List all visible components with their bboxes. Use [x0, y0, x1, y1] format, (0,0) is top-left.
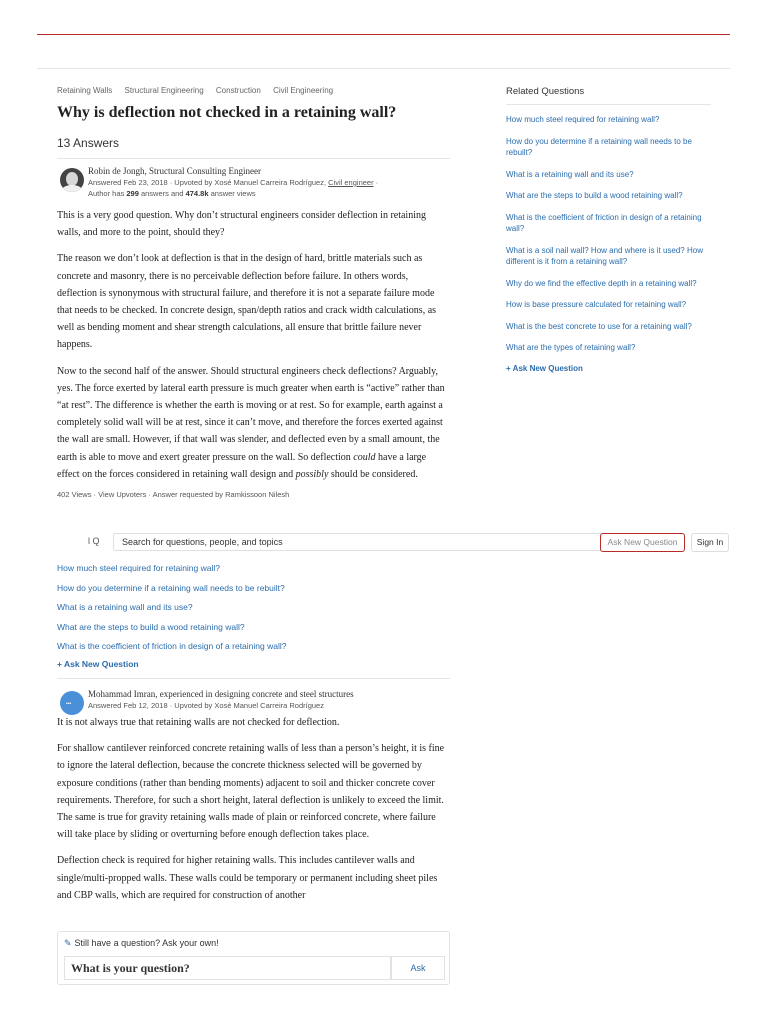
related-question-link[interactable]: How much steel required for retaining wall?	[57, 563, 220, 573]
plus-icon: +	[57, 658, 62, 669]
plus-icon: +	[506, 363, 511, 373]
answer-divider	[57, 678, 450, 679]
ask-question-box	[57, 931, 450, 985]
related-question-link[interactable]: What is a retaining wall and its use?	[57, 602, 193, 612]
ask-box-label	[64, 938, 219, 949]
author-view-count: 474.8k	[185, 189, 209, 198]
ask-new-question-label: Ask New Question	[512, 363, 583, 373]
avatar[interactable]	[60, 168, 84, 192]
ask-new-question-link[interactable]	[57, 659, 457, 669]
answer-emphasis: could	[353, 451, 376, 463]
header-divider	[37, 68, 730, 69]
ask-question-button[interactable]: Ask New Question	[600, 533, 685, 552]
topic-tag[interactable]: Civil Engineering	[273, 86, 334, 95]
answer-paragraph: For shallow cantilever reinforced concrete retaining walls of less than a person’s height, it is fine to ignore the lateral deflection, because the concrete thickness selected will be governed by exposure conditions (rather than bending moments) adjacent to soil and thicker concrete cover requirements. Therefore, for such a short height, lateral deflection is unlikely to exceed the limit. The same is true for gravity retaining walls made of plain or reinforced concrete, where failure will take place by sliding or overturning before enough deflection takes place.	[57, 743, 445, 841]
answers-count: 13 Answers	[57, 136, 450, 159]
answer-meta-separator: ·	[373, 178, 379, 187]
topic-tag[interactable]: Structural Engineering	[124, 86, 204, 95]
author-answer-count: 299	[126, 189, 139, 198]
related-question-link[interactable]: How do you determine if a retaining wall needs to be rebuilt?	[506, 136, 692, 157]
answer-paragraph	[57, 363, 450, 483]
answer-paragraph: This is a very good question. Why don’t structural engineers consider deflection in retaining walls, and more to the point, should they?	[57, 210, 426, 239]
answer-2	[57, 688, 450, 913]
ask-box-label-text: Still have a question? Ask your own!	[74, 938, 219, 948]
answer-body	[57, 207, 450, 483]
sign-in-button[interactable]: Sign In	[691, 533, 729, 552]
answer-emphasis: possibly	[295, 468, 329, 480]
author-name[interactable]: Mohammad Imran, experienced in designing concrete and steel structures	[88, 689, 354, 699]
question-title: Why is deflection not checked in a retaining wall?	[57, 104, 397, 121]
related-question-link[interactable]: What is a soil nail wall? How and where is it used? How different is it from a retaining wall?	[506, 245, 703, 266]
author-stats-prefix: Author has	[88, 189, 127, 198]
related-question-link[interactable]: What are the steps to build a wood retaining wall?	[506, 191, 683, 200]
answer-author-header	[57, 165, 450, 207]
answer-text: Now to the second half of the answer. Should structural engineers check deflections? Arguably, yes. The force exerted by lateral earth pressure is much greater when earth is “active” rather than “at rest”. The difference is whether the earth is moving or at rest. So for example, earth against a completely solid wall will be at rest, since it can’t move, and therefore the forces exerted against the wall are small. However, if that wall was slender, and deflected even by a small amount, the earth is able to move and exert greater pressure on the wall. So deflection	[57, 365, 445, 463]
author-name[interactable]: Robin de Jongh, Structural Consulting Engineer	[88, 166, 261, 176]
answer-meta: Answered Feb 12, 2018 · Upvoted by Xosé Manuel Carreira Rodríguez	[88, 701, 324, 710]
answer-paragraph: It is not always true that retaining walls are not checked for deflection.	[57, 717, 340, 728]
pencil-icon: ✎	[64, 938, 72, 948]
answer-paragraph: Deflection check is required for higher retaining walls. This includes cantilever walls and single/multi-propped walls. These walls could be temporary or permanent including sheet piles and CBP walls, which are required for construction of another	[57, 855, 438, 901]
top-accent-line	[37, 34, 730, 35]
answer-text: should be considered.	[328, 468, 418, 480]
related-question-link[interactable]: How much steel required for retaining wall?	[506, 115, 660, 124]
topic-tag[interactable]: Construction	[215, 86, 261, 95]
related-question-link[interactable]: What are the steps to build a wood retaining wall?	[57, 621, 245, 632]
search-input[interactable]	[113, 533, 683, 551]
floating-navbar	[88, 533, 733, 552]
related-questions-sidebar	[506, 86, 711, 373]
topic-tag[interactable]: Retaining Walls	[57, 86, 113, 95]
answer-paragraph: The reason we don’t look at deflection is that in the design of hard, brittle materials such as concrete and masonry, there is no perceivable deflection before failure. In others words, deflection is synonymous with structural failure, and therefore it is not a separate failure mode that needs to be checked. In concrete design, span/depth ratios and crack width calculations, as well as bending moment and shear strength calculations, all ensure that brittle failure never happens.	[57, 253, 437, 351]
answer-stats[interactable]: 402 Views · View Upvoters · Answer requested by Ramkissoon Nilesh	[57, 490, 290, 500]
author-stats	[88, 188, 450, 199]
topic-list	[57, 86, 450, 95]
ask-new-question-link[interactable]	[506, 364, 711, 373]
main-content	[57, 86, 450, 499]
sidebar-title: Related Questions	[506, 86, 711, 105]
author-stats-mid: answers and	[138, 189, 186, 198]
related-question-link[interactable]: Why do we find the effective depth in a retaining wall?	[506, 278, 697, 288]
related-question-link[interactable]: How do you determine if a retaining wall needs to be rebuilt?	[57, 582, 285, 593]
ask-new-question-label: Ask New Question	[63, 658, 139, 669]
inline-related-questions	[57, 561, 457, 669]
answer-meta-text: Answered Feb 23, 2018 · Upvoted by Xosé Manuel Carreira Rodríguez,	[88, 178, 329, 187]
related-list	[506, 114, 711, 354]
answer-body	[57, 714, 450, 904]
ask-button[interactable]: Ask	[391, 956, 445, 980]
author-stats-suffix: answer views	[208, 189, 256, 198]
related-question-link[interactable]: What are the types of retaining wall?	[506, 343, 636, 352]
answer-text: have a large effect on the forces considered in retaining wall design and	[57, 451, 427, 480]
related-question-link[interactable]: How is base pressure calculated for retaining wall?	[506, 300, 687, 309]
related-question-link[interactable]: What is the coefficient of friction in design of a retaining wall?	[506, 212, 702, 233]
answer-author-header	[57, 688, 450, 714]
related-question-link[interactable]: What is a retaining wall and its use?	[506, 169, 634, 179]
answer-meta	[88, 177, 450, 188]
upvoter-credential-link[interactable]: Civil engineer	[328, 178, 374, 187]
avatar[interactable]: •••	[60, 691, 84, 715]
related-question-link[interactable]: What is the coefficient of friction in design of a retaining wall?	[57, 641, 287, 651]
question-input[interactable]	[64, 956, 391, 980]
site-logo[interactable]: l Q	[88, 536, 100, 546]
related-question-link[interactable]: What is the best concrete to use for a retaining wall?	[506, 321, 692, 331]
